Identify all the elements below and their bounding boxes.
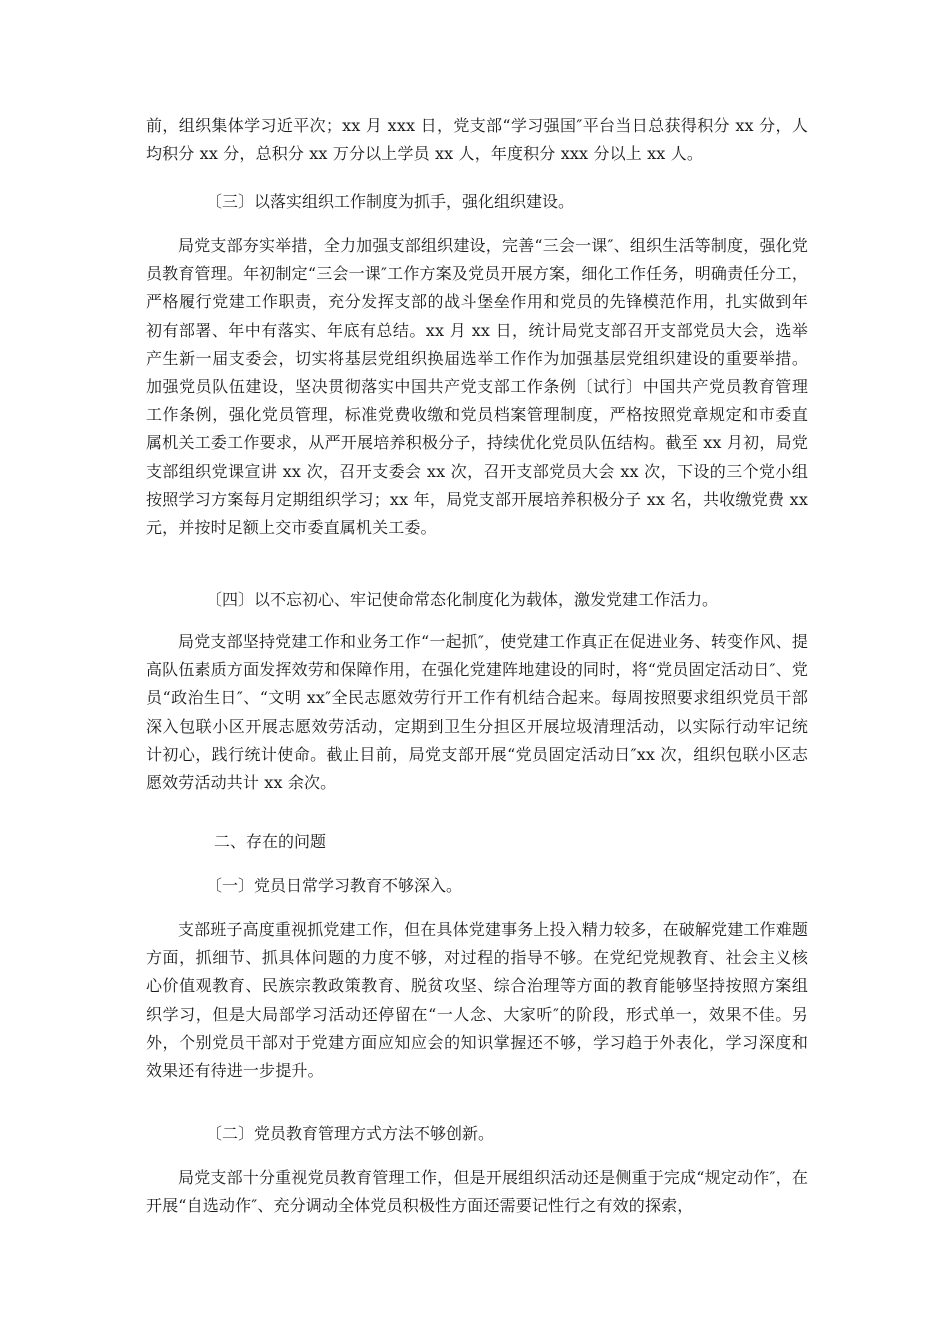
heading-2-1: 〔一〕党员日常学习教育不够深入。	[206, 876, 463, 895]
heading-3: 〔三〕以落实组织工作制度为抓手，强化组织建设。	[206, 192, 575, 211]
paragraph-2-2: 局党支部十分重视党员教育管理工作，但是开展组织活动还是侧重于完成“规定动作″，在开展“自选动作″、充分调动全体党员积极性方面还需要记性行之有效的探索，	[146, 1168, 808, 1216]
paragraph-3: 局党支部夯实举措，全力加强支部组织建设，完善“三会一课″、组织生活等制度，强化党员教育管理。年初制定“三会一课″工作方案及党员开展方案，细化工作任务，明确责任分工，严格履行党建工作职责，充分发挥支部的战斗堡垒作用和党员的先锋模范作用，扎实做到年初有部署、年中有落实、年底有总结。xx 月 xx 日，统计局党支部召开支部党员大会，选举产生新一届支委会，切实将基层党组织换届选举工作作为加强基层党组织建设的重要举措。加强党员队伍建设，坚决贯彻落实中国共产党支部工作条例〔试行〕中国共产党员教育管理工作条例，强化党员管理，标准党费收缴和党员档案管理制度，严格按照党章规定和市委直属机关工委工作要求，从严开展培养积极分子，持续优化党员队伍结构。截至 xx 月初，局党支部组织党课宣讲 xx 次，召开支委会 xx 次，召开支部党员大会 xx 次，下设的三个党小组按照学习方案每月定期组织学习；xx 年，局党支部开展培养积极分子 xx 名，共收缴党费 xx 元，并按时足额上交市委直属机关工委。	[146, 236, 808, 538]
paragraph-2-1: 支部班子高度重视抓党建工作，但在具体党建事务上投入精力较多，在破解党建工作难题方面，抓细节、抓具体问题的力度不够，对过程的指导不够。在党纪党规教育、社会主义核心价值观教育、民族宗教政策教育、脱贫攻坚、综合治理等方面的教育能够坚持按照方案组织学习，但是大局部学习活动还停留在“一人念、大家听″的阶段，形式单一，效果不佳。另外，个别党员干部对于党建方面应知应会的知识掌握还不够，学习趋于外表化，学习深度和效果还有待进一步提升。	[146, 920, 808, 1081]
heading-2-2: 〔二〕党员教育管理方式方法不够创新。	[206, 1124, 495, 1143]
paragraph-top: 前，组织集体学习近平次；xx 月 xxx 日，党支部“学习强国″平台当日总获得积分 xx 分，人均积分 xx 分，总积分 xx 万分以上学员 xx 人，年度积分 xxx 分以上 xx 人。	[146, 116, 808, 164]
heading-4: 〔四〕以不忘初心、牢记使命常态化制度化为载体，激发党建工作活力。	[206, 590, 719, 609]
section-heading-problems: 二、存在的问题	[214, 832, 327, 851]
paragraph-4: 局党支部坚持党建工作和业务工作“一起抓″，使党建工作真正在促进业务、转变作风、提高队伍素质方面发挥效劳和保障作用，在强化党建阵地建设的同时，将“党员固定活动日″、党员“政治生日″、“文明 xx″全民志愿效劳行开工作有机结合起来。每周按照要求组织党员干部深入包联小区开展志愿效劳活动，定期到卫生分担区开展垃圾清理活动，以实际行动牢记统计初心，践行统计使命。截止目前，局党支部开展“党员固定活动日″xx 次，组织包联小区志愿效劳活动共计 xx 余次。	[146, 632, 808, 793]
